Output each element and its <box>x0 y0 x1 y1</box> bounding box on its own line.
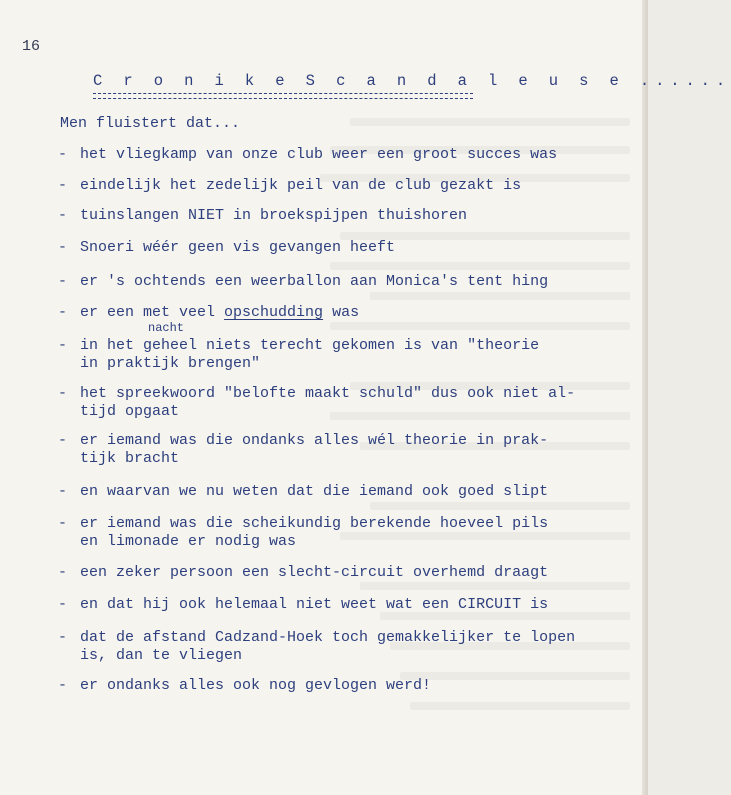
item-dash: - <box>58 337 68 354</box>
item-text: er iemand was die scheikundig berekende hoeveel pils <box>80 515 549 532</box>
section-title: C r o n i k e S c a n d a l e u s e ...... <box>93 72 731 90</box>
item-dash: - <box>58 207 68 224</box>
underlined-word: opschudding <box>224 304 324 321</box>
item-dash: - <box>58 385 68 402</box>
item-dash: - <box>58 239 68 256</box>
item-text: dat de afstand Cadzand-Hoek toch gemakkelijker te lopen <box>80 629 576 646</box>
item-text: er iemand was die ondanks alles wél theorie in prak- <box>80 432 549 449</box>
inserted-word: nacht <box>148 321 185 335</box>
item-dash: - <box>58 273 68 290</box>
item-text-after: was <box>323 304 360 321</box>
item-dash: - <box>58 629 68 646</box>
item-text-continued: tijk bracht <box>80 450 180 467</box>
page-edge <box>642 0 648 795</box>
item-dash: - <box>58 515 68 532</box>
item-text-before: er een met veel <box>80 304 225 321</box>
item-text: het vliegkamp van onze club weer een groot succes was <box>80 146 558 163</box>
intro-line: Men fluistert dat... <box>60 115 241 132</box>
item-text: het spreekwoord "belofte maakt schuld" dus ook niet al- <box>80 385 576 402</box>
item-dash: - <box>58 177 68 194</box>
item-text-continued: in praktijk brengen" <box>80 355 261 372</box>
item-text: Snoeri wéér geen vis gevangen heeft <box>80 239 396 256</box>
item-text-continued: is, dan te vliegen <box>80 647 243 664</box>
item-dash: - <box>58 677 68 694</box>
item-text: in het geheel niets terecht gekomen is van "theorie <box>80 337 540 354</box>
item-text: een zeker persoon een slecht-circuit overhemd draagt <box>80 564 549 581</box>
item-dash: - <box>58 596 68 613</box>
item-text-continued: en limonade er nodig was <box>80 533 297 550</box>
title-underline <box>93 93 473 94</box>
item-text-continued: tijd opgaat <box>80 403 180 420</box>
item-dash: - <box>58 432 68 449</box>
item-dash: - <box>58 483 68 500</box>
item-text: en dat hij ook helemaal niet weet wat een CIRCUIT is <box>80 596 549 613</box>
item-dash: - <box>58 564 68 581</box>
item-dash: - <box>58 146 68 163</box>
page-number: 16 <box>22 38 41 55</box>
item-text: er ondanks alles ook nog gevlogen werd! <box>80 677 432 694</box>
title-underline-second <box>93 98 473 99</box>
item-text: eindelijk het zedelijk peil van de club gezakt is <box>80 177 522 194</box>
item-dash: - <box>58 304 68 321</box>
item-text: tuinslangen NIET in broekspijpen thuishoren <box>80 207 468 224</box>
item-text <box>80 304 359 322</box>
item-text: er 's ochtends een weerballon aan Monica's tent hing <box>80 273 549 290</box>
item-text: en waarvan we nu weten dat die iemand ook goed slipt <box>80 483 549 500</box>
